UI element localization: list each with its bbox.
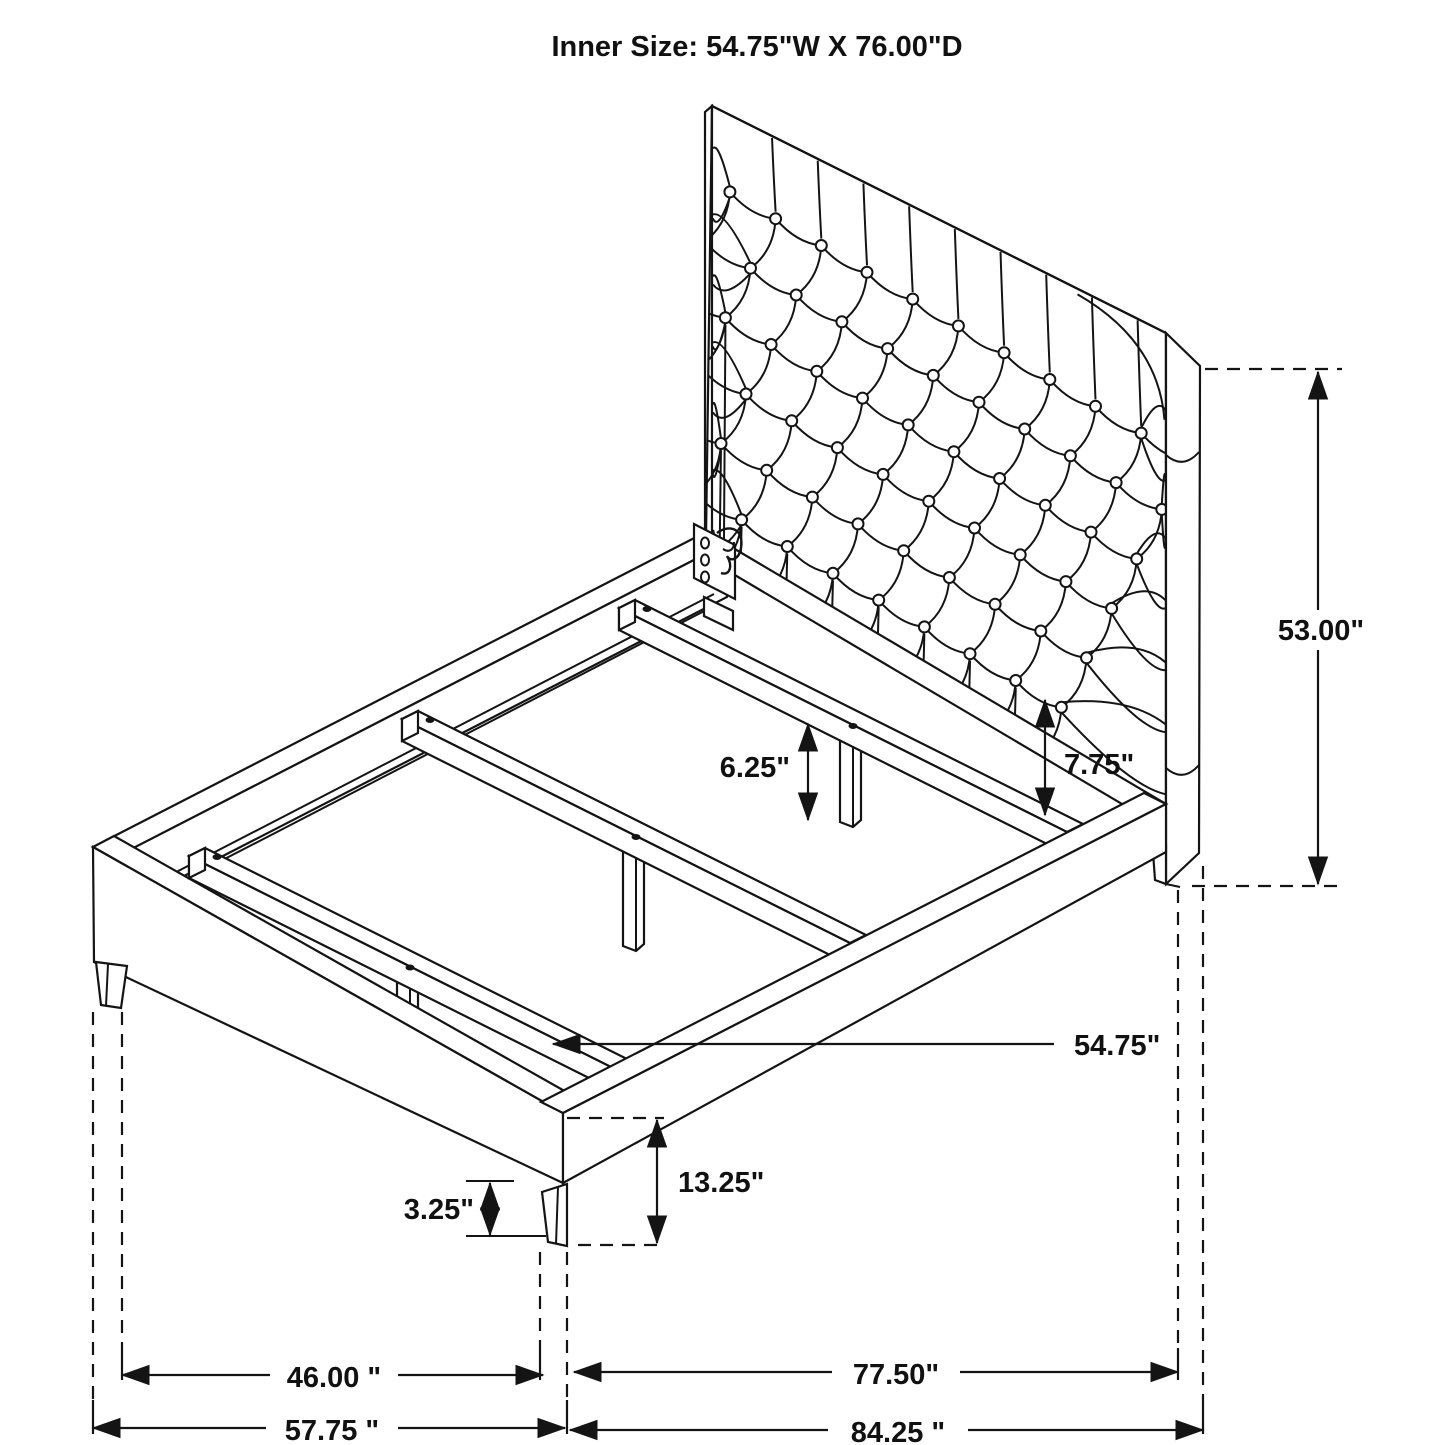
tuft-button <box>969 523 980 534</box>
tuft-button <box>873 595 884 606</box>
path-shape <box>1166 884 1180 887</box>
dimension-arrowhead <box>570 1421 597 1440</box>
dimension-arrowhead <box>648 1216 667 1243</box>
dimension-arrowhead <box>1151 1363 1178 1382</box>
tuft-button <box>1015 549 1026 560</box>
tuft-button <box>1086 527 1097 538</box>
tuft-button <box>816 240 827 251</box>
tuft-button <box>724 186 735 197</box>
bed-frame-line-art <box>93 106 1342 1440</box>
tuft-button <box>1040 500 1051 511</box>
dim-label-foot-inner-width: 46.00 " <box>286 1362 382 1394</box>
tuft-button <box>965 648 976 659</box>
bracket-hole <box>701 555 709 566</box>
tuft-button <box>1060 576 1071 587</box>
bracket-hole <box>701 538 709 549</box>
tuft-button <box>761 465 772 476</box>
tuft-button <box>770 213 781 224</box>
tuft-button <box>720 312 731 323</box>
dimension-arrowhead <box>481 1208 500 1235</box>
tuft-button <box>882 343 893 354</box>
tuft-button <box>745 263 756 274</box>
tuft-button <box>994 473 1005 484</box>
tuft-button <box>1136 428 1147 439</box>
screw-dot <box>643 606 652 612</box>
left-rail-top <box>93 532 727 858</box>
tuft-button <box>1044 374 1055 385</box>
tuft-button <box>944 572 955 583</box>
tuft-button <box>807 492 818 503</box>
tuft-button <box>1111 477 1122 488</box>
tuft-button <box>898 545 909 556</box>
tuft-button <box>1131 553 1142 564</box>
tuft-button <box>791 290 802 301</box>
tuft-button <box>782 541 793 552</box>
tuft-button <box>878 469 889 480</box>
tuft-button <box>828 568 839 579</box>
tuft-button <box>974 397 985 408</box>
tuft-button <box>1081 652 1092 663</box>
dimension-arrowhead <box>122 1366 149 1385</box>
tuft-button <box>811 366 822 377</box>
dim-label-side-inner-length: 77.50" <box>852 1359 940 1391</box>
tuft-button <box>948 446 959 457</box>
tuft-button <box>741 389 752 400</box>
tuft-button <box>919 621 930 632</box>
tuft-button <box>1065 450 1076 461</box>
tuft-button <box>766 339 777 350</box>
slat-leg <box>623 852 644 951</box>
bracket-hole <box>701 572 709 583</box>
dimension-arrowhead <box>538 1419 565 1438</box>
dimension-arrowhead <box>1176 1421 1203 1440</box>
tuft-button <box>857 393 868 404</box>
screw-dot <box>426 717 435 723</box>
dim-label-side-rail-height: 13.25" <box>678 1167 765 1199</box>
slat-leg <box>840 738 861 827</box>
tuft-button <box>1035 626 1046 637</box>
tuft-button <box>999 347 1010 358</box>
tuft-button <box>953 320 964 331</box>
tuft-button <box>832 442 843 453</box>
screw-dot <box>213 854 222 860</box>
screw-dot <box>406 965 415 971</box>
screw-dot <box>632 834 641 840</box>
diagram-title: Inner Size: 54.75"W X 76.00"D <box>551 31 963 63</box>
dim-label-slat-leg-clearance: 6.25" <box>719 752 790 784</box>
headboard-right-side <box>1166 333 1200 884</box>
dim-label-side-outer-length: 84.25 " <box>850 1417 946 1445</box>
left-corner-leg <box>96 962 127 1008</box>
dimension-arrowhead <box>799 793 818 820</box>
tuft-button <box>736 514 747 525</box>
dimension-arrowhead <box>1309 372 1328 399</box>
dim-label-foot-outer-width: 57.75 " <box>284 1415 380 1445</box>
tuft-button <box>1010 675 1021 686</box>
dim-label-inner-width: 54.75" <box>1074 1030 1161 1062</box>
tuft-button <box>928 370 939 381</box>
dim-label-rail-to-slat: 7.75" <box>1064 749 1135 781</box>
tuft-button <box>1019 424 1030 435</box>
dimension-arrowhead <box>574 1363 601 1382</box>
tuft-button <box>1090 401 1101 412</box>
dim-label-headboard-height: 53.00" <box>1277 615 1365 647</box>
tuft-button <box>1056 702 1067 713</box>
tuft-button <box>923 496 934 507</box>
tuft-button <box>990 599 1001 610</box>
tuft-button <box>836 316 847 327</box>
screw-dot <box>849 723 858 729</box>
tuft-button <box>862 267 873 278</box>
tuft-button <box>903 419 914 430</box>
dimension-arrowhead <box>481 1183 500 1210</box>
tuft-button <box>907 294 918 305</box>
dimension-arrowhead <box>93 1419 120 1438</box>
tuft-button <box>786 415 797 426</box>
dim-label-corner-leg-height: 3.25" <box>403 1194 474 1226</box>
tuft-button <box>716 438 727 449</box>
dimension-arrowhead <box>1309 857 1328 884</box>
tuft-button <box>1106 603 1117 614</box>
tuft-button <box>853 518 864 529</box>
